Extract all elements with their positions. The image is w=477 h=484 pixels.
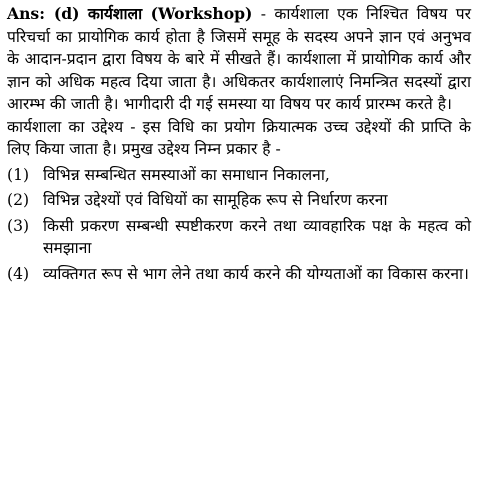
- list-item-number: (3): [7, 216, 30, 235]
- list-item-number: (4): [7, 264, 30, 283]
- list-item: [7, 263, 471, 286]
- list-item-text: विभिन्न उद्देश्यों एवं विधियों का सामूहिक रूप से निर्धारण करना: [43, 191, 388, 209]
- document-page: [7, 3, 471, 285]
- answer-paragraph: [7, 3, 471, 116]
- answer-label: Ans: (d): [7, 4, 80, 23]
- list-item: [7, 189, 471, 212]
- answer-title-english: (Workshop): [150, 4, 253, 23]
- answer-intro-text: - कार्यशाला एक निश्चित विषय पर परिचर्चा का प्रायोगिक कार्य होता है जिसमें समूह के सदस्य अपने ज्ञान एवं अनुभव के आदान-प्रदान द्वारा विषय के बारे में सीखते हैं। कार्यशाला में प्रायोगिक कार्य और ज्ञान को अधिक महत्व दिया जाता है। अधिकतर कार्यशालाएं निमन्त्रित सदस्यों द्वारा आरम्भ की जाती है। भागीदारी दी गई समस्या या विषय पर कार्य प्रारम्भ करते है।: [7, 5, 471, 113]
- list-item-number: (1): [7, 165, 30, 184]
- list-item: [7, 215, 471, 260]
- list-item-text: किसी प्रकरण सम्बन्धी स्पष्टीकरण करने तथा व्यावहारिक पक्ष के महत्व को समझाना: [43, 216, 471, 257]
- objective-paragraph: कार्यशाला का उद्देश्य - इस विधि का प्रयोग क्रियात्मक उच्च उद्देश्यों की प्राप्ति के लिए किया जाता है। प्रमुख उद्देश्य निम्न प्रकार है -: [7, 117, 471, 158]
- list-item-text: विभिन्न सम्बन्धित समस्याओं का समाधान निकालना,: [43, 165, 330, 184]
- list-item-text: व्यक्तिगत रूप से भाग लेने तथा कार्य करने की योग्यताओं का विकास करना।: [43, 264, 469, 283]
- list-item: [7, 164, 471, 187]
- objectives-list: [7, 164, 471, 286]
- answer-title-hindi: कार्यशाला: [87, 4, 143, 23]
- list-item-number: (2): [7, 191, 30, 209]
